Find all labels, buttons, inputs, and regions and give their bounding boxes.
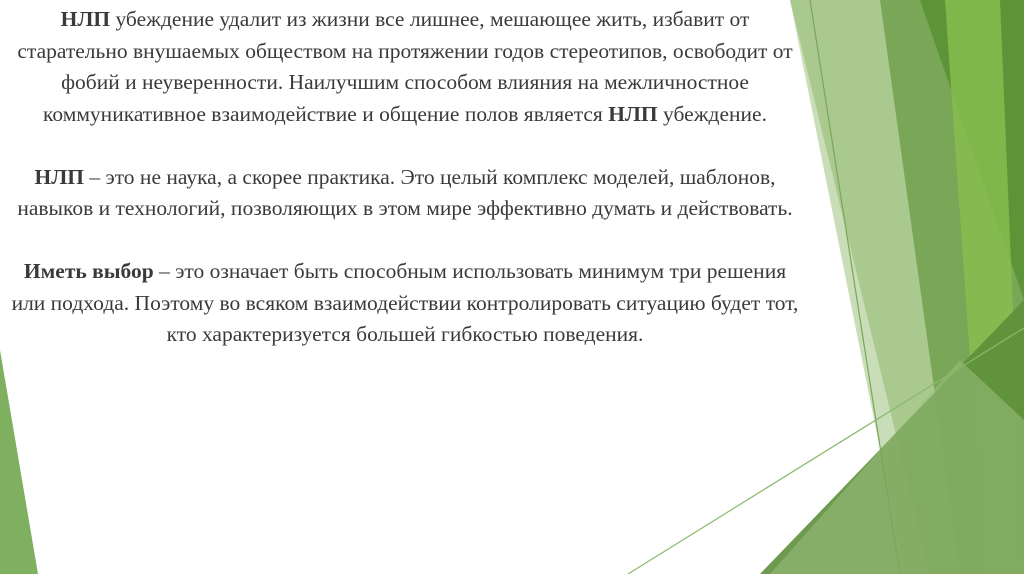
bold-term: Иметь выбор [23,259,154,283]
paragraph-choice [10,256,800,351]
bold-term: НЛП [608,101,658,126]
left-green-strip [0,350,38,574]
paragraph-nlp-practice [10,162,800,225]
paragraph-text: убеждение удалит из жизни все лишнее, мешающее жить, избавит от старательно внушаемых обществом на протяжении годов стереотипов, освободит от фобий и неуверенности. Наилучшим способом влияния на межличностное коммуникативное взаимодействие и общение полов является [17,7,793,126]
paragraph-nlp-persuasion [10,4,800,130]
bold-term: НЛП [34,164,84,189]
slide-body-text [10,4,800,351]
paragraph-text: – это означает быть способным использовать минимум три решения или подхода. Поэтому во всяком взаимодействии контролировать ситуацию будет тот, кто характеризуется большей гибкостью поведения. [11,259,799,346]
bold-term: НЛП [60,7,111,31]
paragraph-text: убеждение. [657,101,767,126]
paragraph-text: – это не наука, а скорее практика. Это целый комплекс моделей, шаблонов, навыков и технологий, позволяющих в этом мире эффективно думать и действовать. [17,164,793,220]
